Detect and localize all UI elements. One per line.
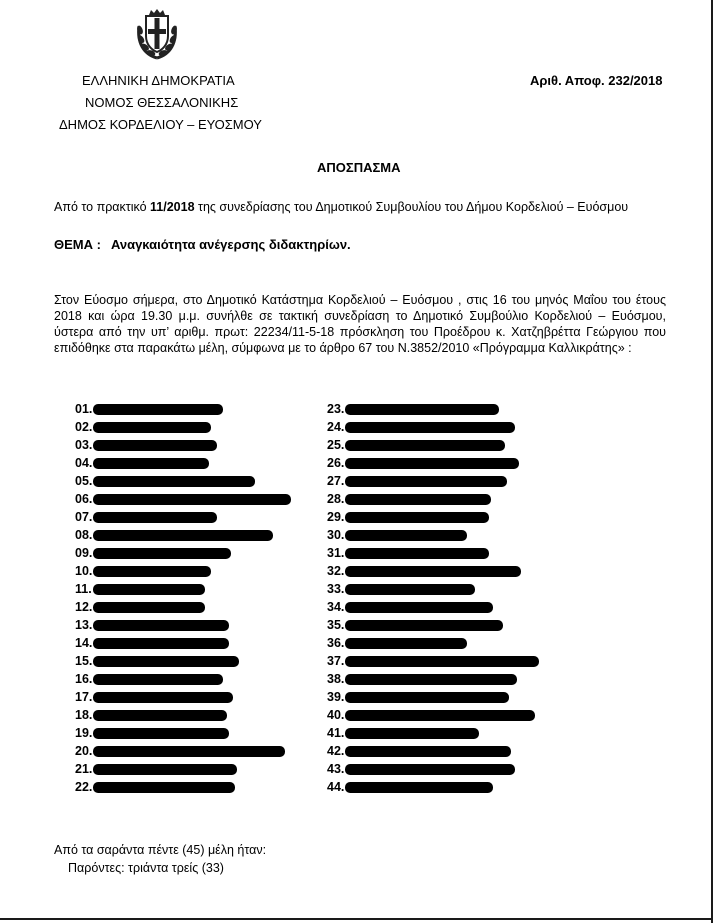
member-row: [327, 742, 344, 760]
redacted-name-bar: [93, 584, 205, 595]
redacted-name-bar: [93, 710, 227, 721]
member-row: [75, 706, 92, 724]
member-number: 22.: [75, 780, 93, 794]
member-row: [75, 562, 92, 580]
member-number: 14.: [75, 636, 93, 650]
redacted-name-bar: [345, 458, 519, 469]
redacted-name-bar: [345, 638, 467, 649]
member-row: [327, 652, 344, 670]
member-row: [327, 706, 344, 724]
minutes-number: 11/2018: [150, 200, 195, 214]
redacted-name-bar: [345, 674, 517, 685]
redacted-name-bar: [345, 422, 515, 433]
member-row: [327, 418, 344, 436]
member-number: 25.: [327, 438, 345, 452]
redacted-name-bar: [345, 764, 515, 775]
member-row: [327, 688, 344, 706]
body-paragraph: Στον Εύοσμο σήμερα, στο Δημοτικό Κατάστημα Κορδελιού – Ευόσμου , στις 16 του μηνός Μαΐου του έτους 2018 και ώρα 19.30 μ.μ. συνήλθε σε τακτική συνεδρίαση το Δημοτικό Συμβούλιο Κορδελιού – Ευόσμου, ύστερα από την υπ’ αριθμ. πρωτ: 22234/11-5-18 πρόσκληση του Προέδρου κ. Χατζηβρέττα Γεώργιου που επιδόθηκε στα παρακάτω μέλη, σύμφωνα με το άρθρο 67 του Ν.3852/2010 «Πρόγραμμα Καλλικράτης» :: [54, 293, 666, 355]
member-number: 36.: [327, 636, 345, 650]
member-number: 06.: [75, 492, 93, 506]
member-row: [327, 508, 344, 526]
member-number: 30.: [327, 528, 345, 542]
member-row: [327, 598, 344, 616]
redacted-name-bar: [345, 404, 499, 415]
member-row: [327, 778, 344, 796]
redacted-name-bar: [93, 548, 231, 559]
member-number: 40.: [327, 708, 345, 722]
redacted-name-bar: [93, 422, 211, 433]
member-number: 10.: [75, 564, 93, 578]
member-row: [75, 454, 92, 472]
member-number: 03.: [75, 438, 93, 452]
member-row: [327, 400, 344, 418]
member-number: 04.: [75, 456, 93, 470]
member-number: 24.: [327, 420, 345, 434]
redacted-name-bar: [345, 620, 503, 631]
redacted-name-bar: [93, 440, 217, 451]
redacted-name-bar: [345, 494, 491, 505]
member-row: [75, 778, 92, 796]
member-row: [327, 580, 344, 598]
members-list-left: [75, 400, 92, 796]
member-row: [75, 598, 92, 616]
member-number: 09.: [75, 546, 93, 560]
member-number: 15.: [75, 654, 93, 668]
redacted-name-bar: [345, 728, 479, 739]
redacted-name-bar: [93, 674, 223, 685]
member-number: 11.: [75, 582, 92, 596]
redacted-name-bar: [345, 602, 493, 613]
member-number: 23.: [327, 402, 345, 416]
member-number: 27.: [327, 474, 345, 488]
member-row: [75, 616, 92, 634]
member-row: [327, 616, 344, 634]
member-row: [327, 526, 344, 544]
redacted-name-bar: [93, 530, 273, 541]
redacted-name-bar: [345, 710, 535, 721]
member-number: 41.: [327, 726, 345, 740]
redacted-name-bar: [93, 782, 235, 793]
redacted-name-bar: [93, 602, 205, 613]
header-municipality: ΔΗΜΟΣ ΚΟΡΔΕΛΙΟΥ – ΕΥΟΣΜΟΥ: [59, 117, 262, 132]
page-border-bottom: [0, 918, 713, 920]
member-number: 07.: [75, 510, 93, 524]
footer-present-line: Παρόντες: τριάντα τρείς (33): [68, 861, 224, 875]
member-number: 05.: [75, 474, 93, 488]
member-number: 39.: [327, 690, 345, 704]
greek-coat-of-arms-icon: [135, 8, 179, 62]
member-row: [327, 472, 344, 490]
member-row: [327, 760, 344, 778]
member-number: 02.: [75, 420, 93, 434]
redacted-name-bar: [345, 584, 475, 595]
member-row: [75, 490, 92, 508]
member-number: 33.: [327, 582, 345, 596]
member-row: [75, 472, 92, 490]
member-number: 18.: [75, 708, 93, 722]
member-number: 13.: [75, 618, 93, 632]
member-row: [327, 490, 344, 508]
subject-label: ΘΕΜΑ :: [54, 237, 101, 252]
intro-line: [54, 200, 628, 214]
member-row: [75, 418, 92, 436]
member-row: [75, 436, 92, 454]
document-title: ΑΠΟΣΠΑΣΜΑ: [317, 160, 401, 175]
member-number: 12.: [75, 600, 93, 614]
member-number: 28.: [327, 492, 345, 506]
redacted-name-bar: [93, 692, 233, 703]
redacted-name-bar: [93, 656, 239, 667]
member-number: 20.: [75, 744, 93, 758]
member-number: 31.: [327, 546, 345, 560]
intro-after: της συνεδρίασης του Δημοτικού Συμβουλίου του Δήμου Κορδελιού – Ευόσμου: [194, 200, 629, 214]
member-number: 08.: [75, 528, 93, 542]
member-row: [75, 742, 92, 760]
redacted-name-bar: [93, 746, 285, 757]
member-row: [327, 724, 344, 742]
member-number: 29.: [327, 510, 345, 524]
redacted-name-bar: [345, 530, 467, 541]
member-row: [327, 562, 344, 580]
redacted-name-bar: [345, 548, 489, 559]
redacted-name-bar: [345, 440, 505, 451]
redacted-name-bar: [93, 620, 229, 631]
redacted-name-bar: [345, 746, 511, 757]
member-number: 42.: [327, 744, 345, 758]
member-row: [75, 688, 92, 706]
member-number: 43.: [327, 762, 345, 776]
header-country: ΕΛΛΗΝΙΚΗ ΔΗΜΟΚΡΑΤΙΑ: [82, 73, 235, 88]
member-row: [75, 652, 92, 670]
member-number: 17.: [75, 690, 93, 704]
member-number: 19.: [75, 726, 93, 740]
redacted-name-bar: [93, 764, 237, 775]
redacted-name-bar: [345, 566, 521, 577]
member-row: [75, 508, 92, 526]
redacted-name-bar: [93, 512, 217, 523]
members-list-right: [327, 400, 344, 796]
redacted-name-bar: [345, 692, 509, 703]
member-row: [327, 454, 344, 472]
member-row: [327, 544, 344, 562]
member-row: [75, 400, 92, 418]
redacted-name-bar: [93, 494, 291, 505]
member-number: 37.: [327, 654, 345, 668]
member-row: [75, 544, 92, 562]
member-number: 35.: [327, 618, 345, 632]
redacted-name-bar: [93, 566, 211, 577]
decision-number: Αριθ. Αποφ. 232/2018: [530, 73, 663, 88]
member-row: [75, 670, 92, 688]
subject-line: [54, 237, 351, 252]
member-number: 16.: [75, 672, 93, 686]
redacted-name-bar: [345, 782, 493, 793]
redacted-name-bar: [93, 404, 223, 415]
redacted-name-bar: [93, 458, 209, 469]
member-row: [327, 634, 344, 652]
member-row: [75, 526, 92, 544]
header-prefecture: ΝΟΜΟΣ ΘΕΣΣΑΛΟΝΙΚΗΣ: [85, 95, 239, 110]
redacted-name-bar: [345, 512, 489, 523]
redacted-name-bar: [93, 476, 255, 487]
footer-members-line: Από τα σαράντα πέντε (45) μέλη ήταν:: [54, 843, 267, 857]
intro-before: Από το πρακτικό: [54, 200, 151, 214]
member-number: 21.: [75, 762, 93, 776]
member-number: 44.: [327, 780, 345, 794]
member-number: 01.: [75, 402, 93, 416]
member-row: [327, 436, 344, 454]
member-number: 32.: [327, 564, 345, 578]
member-row: [75, 580, 92, 598]
subject-text: Αναγκαιότητα ανέγερσης διδακτηρίων.: [110, 237, 351, 252]
member-number: 38.: [327, 672, 345, 686]
member-number: 34.: [327, 600, 345, 614]
redacted-name-bar: [345, 476, 507, 487]
member-row: [327, 670, 344, 688]
redacted-name-bar: [93, 728, 229, 739]
member-row: [75, 724, 92, 742]
page-border-right: [711, 0, 713, 923]
redacted-name-bar: [93, 638, 229, 649]
member-row: [75, 760, 92, 778]
redacted-name-bar: [345, 656, 539, 667]
member-number: 26.: [327, 456, 345, 470]
member-row: [75, 634, 92, 652]
